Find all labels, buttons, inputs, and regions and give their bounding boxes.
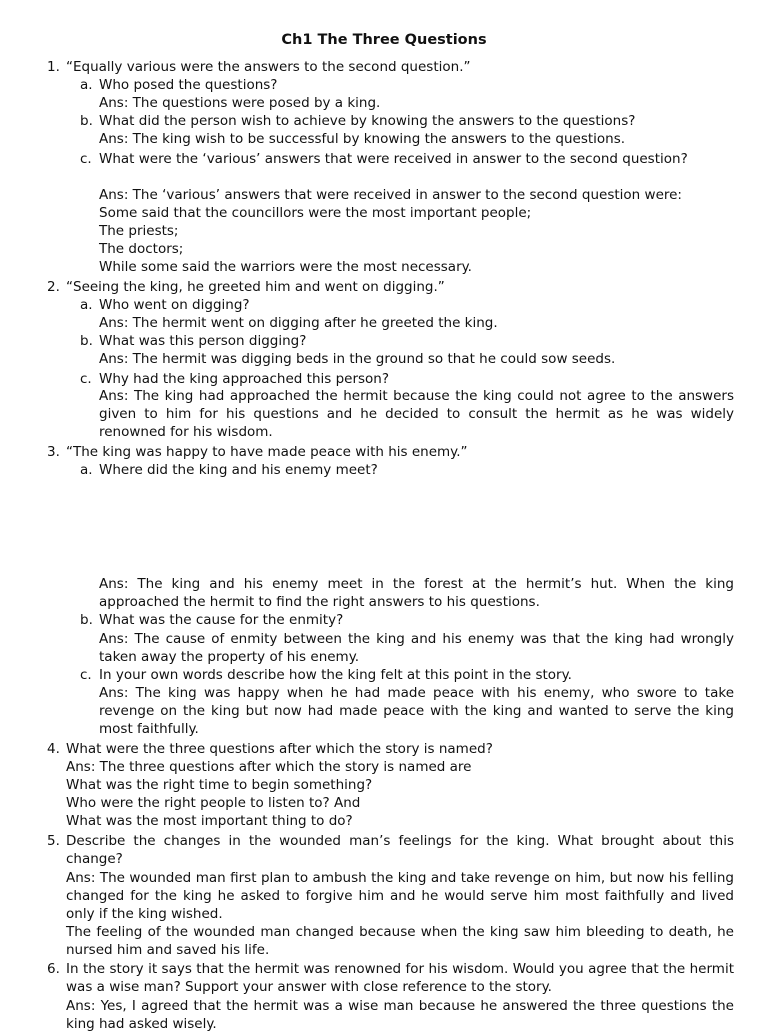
question-4-text: What were the three questions after which the story is named?	[66, 741, 493, 757]
question-1b-text: What did the person wish to achieve by knowing the answers to the questions?	[99, 113, 636, 129]
question-1-number: 1.	[47, 59, 60, 75]
question-1c-label: c.	[80, 151, 92, 167]
question-2a-text: Who went on digging?	[99, 297, 250, 313]
question-3a-label: a.	[80, 462, 93, 478]
question-3a-text: Where did the king and his enemy meet?	[99, 462, 378, 478]
question-2b-label: b.	[80, 333, 93, 349]
answer-1c: Ans: The ‘various’ answers that were received in answer to the second question were:	[99, 187, 682, 203]
answer-1c-item: Some said that the councillors were the most important people;	[99, 205, 532, 221]
question-4-number: 4.	[47, 741, 60, 757]
question-2-quote: “Seeing the king, he greeted him and went on digging.”	[66, 279, 445, 295]
answer-6: Ans: Yes, I agreed that the hermit was a wise man because he answered the three questions the king had asked wisely.	[66, 998, 734, 1033]
answer-2a: Ans: The hermit went on digging after he greeted the king.	[99, 315, 498, 331]
question-2-number: 2.	[47, 279, 60, 295]
answer-1b: Ans: The king wish to be successful by knowing the answers to the questions.	[99, 131, 626, 147]
answer-5-paragraph: Ans: The wounded man first plan to ambush the king and take revenge on him, but now his felling changed for the king he asked to forgive him and he would serve him most faithfully and lived only if the king wished.	[66, 870, 734, 923]
question-3c-label: c.	[80, 667, 92, 683]
question-2c-text: Why had the king approached this person?	[99, 371, 390, 387]
question-1-quote: “Equally various were the answers to the second question.”	[66, 59, 471, 75]
answer-2b: Ans: The hermit was digging beds in the ground so that he could sow seeds.	[99, 351, 616, 367]
answer-2c: Ans: The king had approached the hermit because the king could not agree to the answers given to him for his questions and he decided to consult the hermit as he was widely renowned for his wisdom.	[99, 388, 734, 441]
question-1a-label: a.	[80, 77, 93, 93]
answer-5-paragraph: The feeling of the wounded man changed because when the king saw him bleeding to death, he nursed him and saved his life.	[66, 924, 734, 959]
question-3b-label: b.	[80, 612, 93, 628]
question-3c-text: In your own words describe how the king felt at this point in the story.	[99, 667, 572, 683]
question-3b-text: What was the cause for the enmity?	[99, 612, 344, 628]
question-1b-label: b.	[80, 113, 93, 129]
page-title: Ch1 The Three Questions	[281, 32, 487, 48]
answer-3c: Ans: The king was happy when he had made peace with his enemy, who swore to take revenge on the king but now had made peace with the king and wanted to serve the king most faithfully.	[99, 685, 734, 738]
question-5-text: Describe the changes in the wounded man’s feelings for the king. What brought about this change?	[66, 833, 734, 868]
question-2a-label: a.	[80, 297, 93, 313]
question-3-number: 3.	[47, 444, 60, 460]
answer-1c-item: The priests;	[99, 223, 179, 239]
answer-3b: Ans: The cause of enmity between the king and his enemy was that the king had wrongly taken away the property of his enemy.	[99, 631, 734, 666]
answer-4-line: Who were the right people to listen to? And	[66, 795, 361, 811]
answer-3a: Ans: The king and his enemy meet in the forest at the hermit’s hut. When the king approached the hermit to find the right answers to his questions.	[99, 576, 734, 611]
answer-1c-item: While some said the warriors were the most necessary.	[99, 259, 472, 275]
question-2b-text: What was this person digging?	[99, 333, 307, 349]
answer-4-line: Ans: The three questions after which the story is named are	[66, 759, 472, 775]
answer-4-line: What was the most important thing to do?	[66, 813, 353, 829]
question-1a-text: Who posed the questions?	[99, 77, 278, 93]
question-5-number: 5.	[47, 833, 60, 849]
answer-4-line: What was the right time to begin something?	[66, 777, 373, 793]
question-6-text: In the story it says that the hermit was renowned for his wisdom. Would you agree that the hermit was a wise man? Support your answer with close reference to the story.	[66, 961, 734, 996]
question-6-number: 6.	[47, 961, 60, 977]
question-1c-text: What were the ‘various’ answers that were received in answer to the second question?	[99, 151, 688, 167]
question-2c-label: c.	[80, 371, 92, 387]
question-3-quote: “The king was happy to have made peace with his enemy.”	[66, 444, 468, 460]
answer-1a: Ans: The questions were posed by a king.	[99, 95, 381, 111]
answer-1c-item: The doctors;	[99, 241, 184, 257]
